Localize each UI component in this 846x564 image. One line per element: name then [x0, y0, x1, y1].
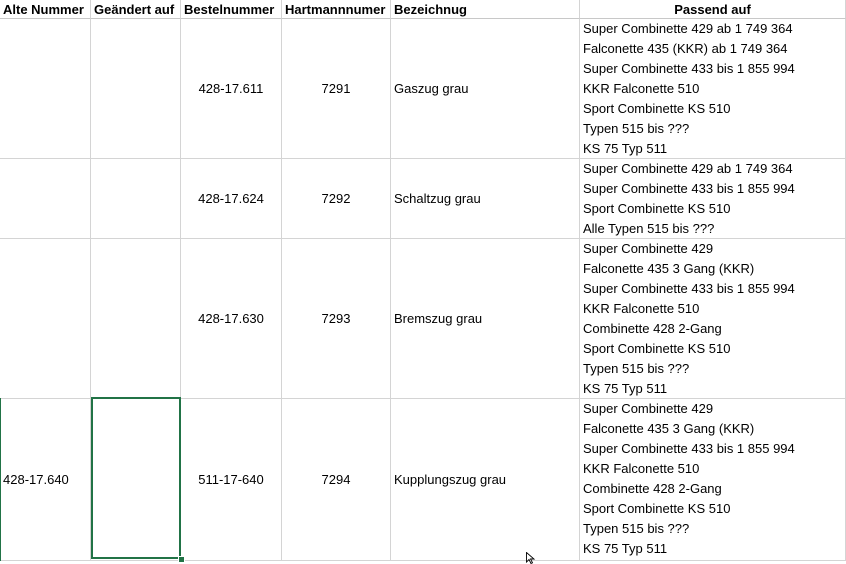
cell-row4-alte-nummer[interactable]: 428-17.640 — [0, 399, 91, 561]
fits-line: Super Combinette 429 — [583, 241, 714, 256]
cell-row3-hartmannnumer[interactable]: 7293 — [282, 239, 391, 399]
cell-row1-alte-nummer[interactable] — [0, 19, 91, 159]
cell-row4-bezeichnung[interactable]: Kupplungszug grau — [391, 399, 580, 561]
cell-row2-bestelnummer[interactable]: 428-17.624 — [181, 159, 282, 239]
header-alte-nummer[interactable]: Alte Nummer — [0, 0, 91, 19]
cell-row4-passend-auf[interactable] — [580, 399, 846, 561]
cell-row4-hartmannnumer[interactable]: 7294 — [282, 399, 391, 561]
fits-line: Falconette 435 3 Gang (KKR) — [583, 261, 755, 276]
fits-line: Sport Combinette KS 510 — [583, 501, 731, 516]
cell-row3-bestelnummer[interactable]: 428-17.630 — [181, 239, 282, 399]
fits-line: Typen 515 bis ??? — [583, 121, 690, 136]
fits-line: Alle Typen 515 bis ??? — [583, 221, 715, 236]
cell-row3-geaendert-auf[interactable] — [91, 239, 181, 399]
fits-line: KS 75 Typ 511 — [583, 541, 668, 556]
cell-row1-geaendert-auf[interactable] — [91, 19, 181, 159]
cell-row3-alte-nummer[interactable] — [0, 239, 91, 399]
header-hartmannnumer[interactable]: Hartmannnumer — [282, 0, 391, 19]
fits-line: Sport Combinette KS 510 — [583, 341, 731, 356]
cell-row1-passend-auf[interactable] — [580, 19, 846, 159]
fits-line: Super Combinette 433 bis 1 855 994 — [583, 181, 795, 196]
fill-handle[interactable] — [178, 556, 185, 563]
fits-line: Super Combinette 433 bis 1 855 994 — [583, 441, 795, 456]
mouse-pointer-icon — [526, 552, 536, 564]
fits-line: Combinette 428 2-Gang — [583, 481, 722, 496]
fits-line: KS 75 Typ 511 — [583, 141, 668, 156]
fits-line: Typen 515 bis ??? — [583, 361, 690, 376]
cell-row3-passend-auf[interactable] — [580, 239, 846, 399]
cell-row3-bezeichnung[interactable]: Bremszug grau — [391, 239, 580, 399]
active-cell-outline — [91, 397, 181, 559]
cell-row2-alte-nummer[interactable] — [0, 159, 91, 239]
header-passend-auf[interactable]: Passend auf — [580, 0, 846, 19]
fits-line: Typen 515 bis ??? — [583, 521, 690, 536]
row-selection-accent — [0, 398, 1, 561]
header-geaendert-auf[interactable]: Geändert auf — [91, 0, 181, 19]
fits-line: Falconette 435 (KKR) ab 1 749 364 — [583, 41, 788, 56]
fits-line: Sport Combinette KS 510 — [583, 101, 731, 116]
cell-row2-bezeichnung[interactable]: Schaltzug grau — [391, 159, 580, 239]
fits-line: Super Combinette 429 ab 1 749 364 — [583, 21, 793, 36]
cell-row2-hartmannnumer[interactable]: 7292 — [282, 159, 391, 239]
cell-row2-passend-auf[interactable] — [580, 159, 846, 239]
header-bestelnummer[interactable]: Bestelnummer — [181, 0, 282, 19]
fits-line: Combinette 428 2-Gang — [583, 321, 722, 336]
fits-line: Super Combinette 429 ab 1 749 364 — [583, 161, 793, 176]
header-bezeichnung[interactable]: Bezeichnug — [391, 0, 580, 19]
cell-row2-geaendert-auf[interactable] — [91, 159, 181, 239]
fits-line: KKR Falconette 510 — [583, 301, 700, 316]
cell-row4-bestelnummer[interactable]: 511-17-640 — [181, 399, 282, 561]
fits-line: Sport Combinette KS 510 — [583, 201, 731, 216]
fits-line: KKR Falconette 510 — [583, 461, 700, 476]
cell-row1-hartmannnumer[interactable]: 7291 — [282, 19, 391, 159]
cell-row1-bezeichnung[interactable]: Gaszug grau — [391, 19, 580, 159]
fits-line: Super Combinette 429 — [583, 401, 714, 416]
fits-line: Falconette 435 3 Gang (KKR) — [583, 421, 755, 436]
fits-line: Super Combinette 433 bis 1 855 994 — [583, 61, 795, 76]
fits-line: KS 75 Typ 511 — [583, 381, 668, 396]
cell-row1-bestelnummer[interactable]: 428-17.611 — [181, 19, 282, 159]
fits-line: Super Combinette 433 bis 1 855 994 — [583, 281, 795, 296]
fits-line: KKR Falconette 510 — [583, 81, 700, 96]
